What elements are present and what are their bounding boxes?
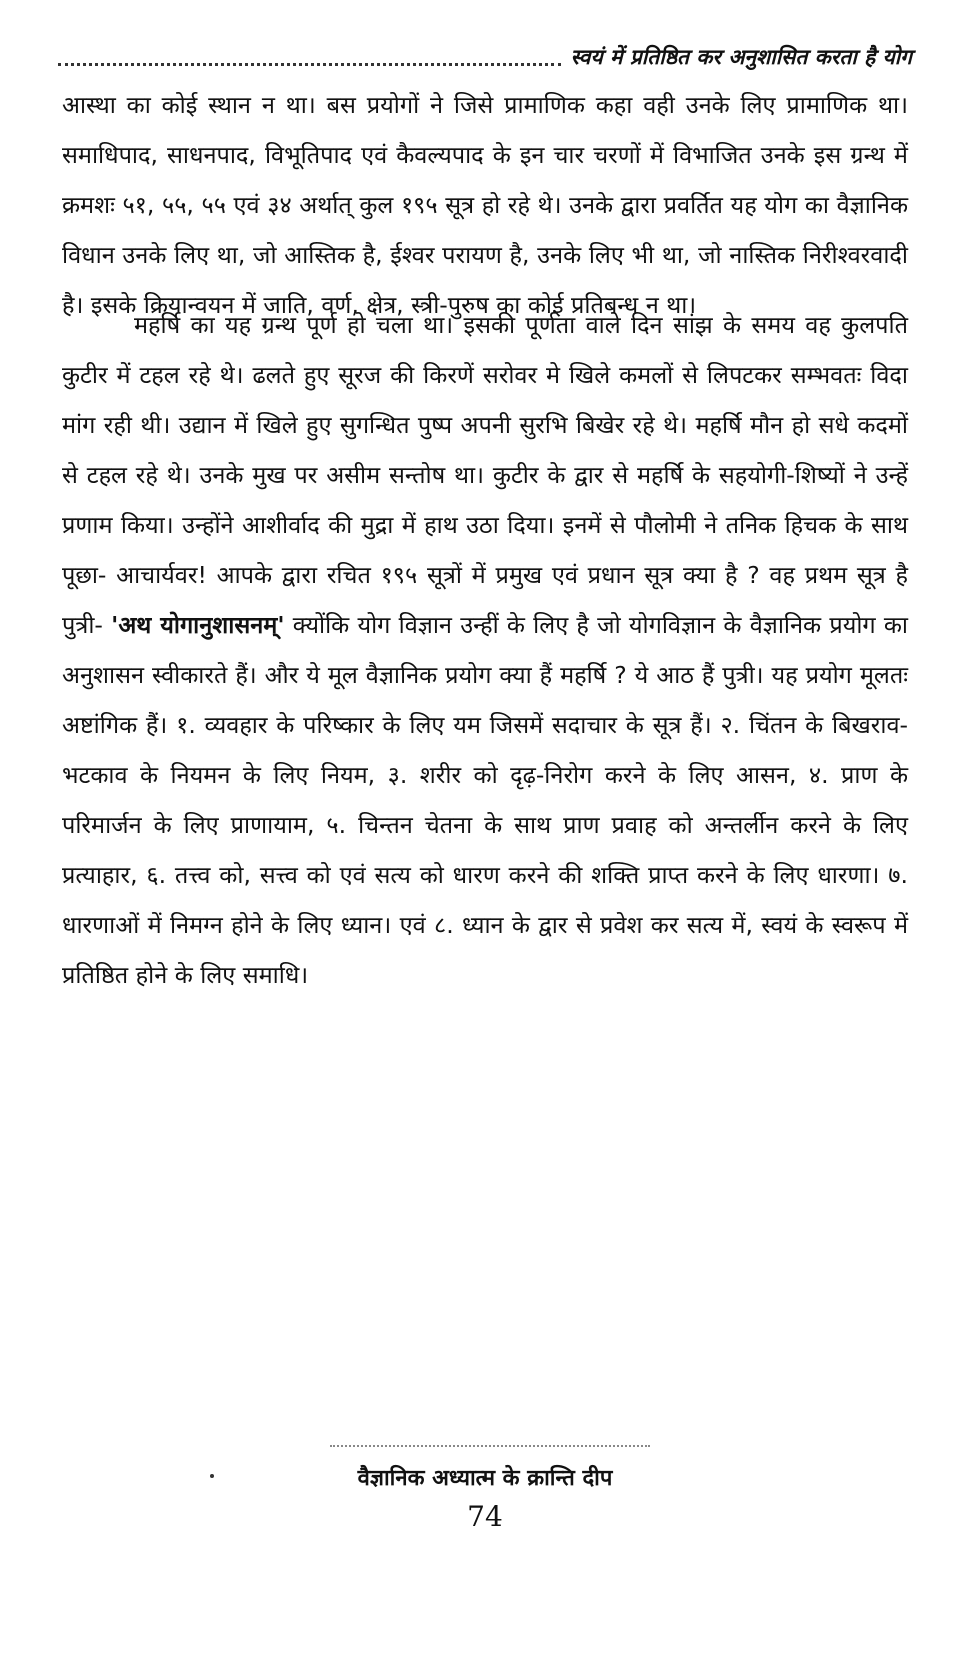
running-title: स्वयं में प्रतिष्ठित कर अनुशासित करता है योग [570, 45, 912, 69]
paragraph-2-text-end: क्योंकि योग विज्ञान उन्हीं के लिए है जो योगविज्ञान के वैज्ञानिक प्रयोग का अनुशासन स्वीकारते हैं। और ये मूल वैज्ञानिक प्रयोग क्या हैं महर्षि ? ये आठ हैं पुत्री। यह प्रयोग मूलतः अष्टांगिक हैं। १. व्यवहार के परिष्कार के लिए यम जिसमें सदाचार के सूत्र हैं। २. चिंतन के बिखराव-भटकाव के नियमन के लिए नियम, ३. शरीर को दृढ़-निरोग करने के लिए आसन, ४. प्राण के परिमार्जन के लिए प्राणायाम, ५. चिन्तन चेतना के साथ प्राण प्रवाह को अन्तर्लीन करने के लिए प्रत्याहार, ६. तत्त्व को, सत्त्व को एवं सत्य को धारण करने की शक्ति प्राप्त करने के लिए धारणा। ७. धारणाओं में निमग्न होने के लिए ध्यान। एवं ८. ध्यान के द्वार से प्रवेश कर सत्य में, स्वयं के स्वरूप में प्रतिष्ठित होने के लिए समाधि। [62, 611, 909, 989]
running-header [58, 40, 912, 74]
page-number: 74 [467, 1500, 503, 1533]
paragraph-1: आस्था का कोई स्थान न था। बस प्रयोगों ने जिसे प्रामाणिक कहा वही उनके लिए प्रामाणिक था। समाधिपाद, साधनपाद, विभूतिपाद एवं कैवल्यपाद के इन चार चरणों में विभाजित उनके इस ग्रन्थ में क्रमशः ५१, ५५, ५५ एवं ३४ अर्थात् कुल १९५ सूत्र हो रहे थे। उनके द्वारा प्रवर्तित यह योग का वैज्ञानिक विधान उनके लिए था, जो आस्तिक है, ईश्वर परायण है, उनके लिए भी था, जो नास्तिक निरीश्वरवादी है। इसके क्रियान्वयन में जाति, वर्ण, क्षेत्र, स्त्री-पुरुष का कोई प्रतिबन्ध न था। [62, 91, 908, 319]
paragraph-2-text-start: महर्षि का यह ग्रन्थ पूर्ण हो चला था। इसकी पूर्णता वाले दिन सांझ के समय वह कुलपति कुटीर में टहल रहे थे। ढलते हुए सूरज की किरणें सरोवर मे खिले कमलों से लिपटकर सम्भवतः विदा मांग रही थी। उद्यान में खिले हुए सुगन्धित पुष्प अपनी सुरभि बिखेर रहे थे। महर्षि मौन हो सधे कदमों से टहल रहे थे। उनके मुख पर असीम सन्तोष था। कुटीर के द्वार से महर्षि के सहयोगी-शिष्यों ने उन्हें प्रणाम किया। उन्होंने आशीर्वाद की मुद्रा में हाथ उठा दिया। इनमें से पौलोमी ने तनिक हिचक के साथ पूछा- आचार्यवर! आपके द्वारा रचित १९५ सूत्रों में प्रमुख एवं प्रधान सूत्र क्या है ? वह प्रथम सूत्र है पुत्री- [62, 311, 908, 639]
book-title: वैज्ञानिक अध्यात्म के क्रान्ति दीप [357, 1466, 613, 1491]
footer-dotted-rule [330, 1443, 650, 1447]
header-dotted-leader [58, 49, 561, 66]
paragraph-2 [62, 300, 908, 1000]
sutra-quote: 'अथ योगानुशासनम्' [111, 611, 285, 639]
